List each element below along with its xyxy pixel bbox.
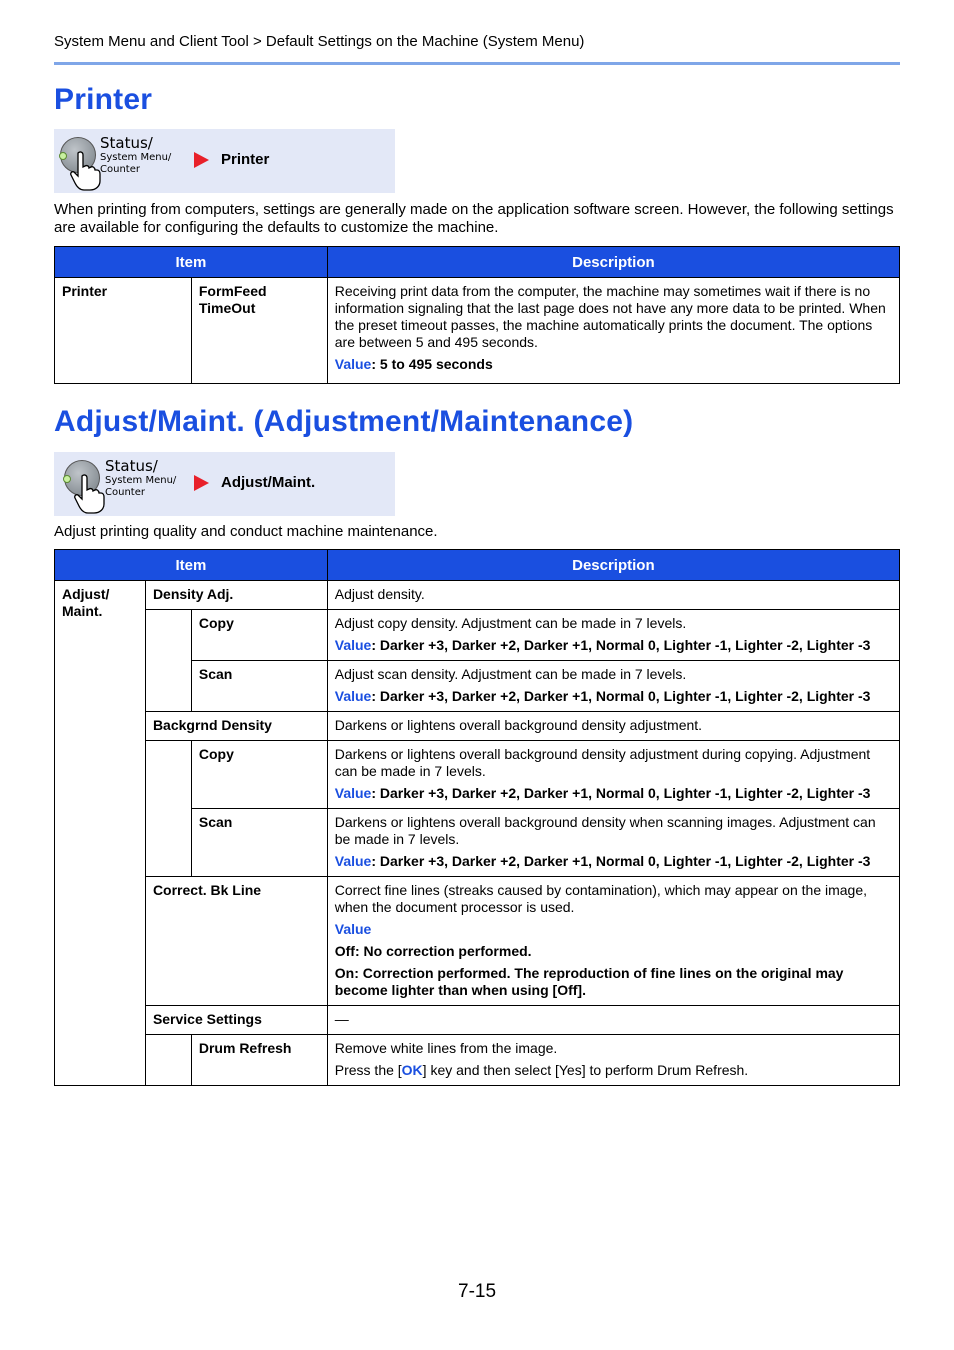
col-header-description: Description	[327, 247, 899, 278]
description-text: Adjust scan density. Adjustment can be made in 7 levels.	[334, 666, 687, 682]
value-label: Value	[334, 356, 372, 372]
indent-cell	[145, 610, 191, 712]
right-arrow-icon	[194, 152, 209, 168]
section-title-adjust-maint: Adjust/Maint. (Adjustment/Maintenance)	[54, 405, 634, 438]
item-drum-refresh: Drum Refresh	[191, 1035, 327, 1086]
table-row	[55, 581, 900, 610]
col-header-item: Item	[55, 550, 328, 581]
value-text: : Darker +3, Darker +2, Darker +1, Normal 0, Lighter -1, Lighter -2, Lighter -3	[371, 853, 871, 869]
indent-cell	[145, 1035, 191, 1086]
pointing-hand-icon	[68, 151, 102, 191]
section-title-printer: Printer	[54, 83, 153, 116]
description-cell	[327, 661, 899, 712]
value-label: Value	[334, 853, 372, 869]
col-header-description: Description	[327, 550, 899, 581]
table-row	[55, 278, 900, 384]
value-line	[335, 785, 892, 802]
indicator-led-icon	[63, 475, 71, 483]
item-printer: Printer	[55, 278, 192, 384]
description-cell	[327, 741, 899, 809]
pointing-hand-icon	[72, 474, 106, 514]
instruction-pre: Press the [	[334, 1062, 402, 1078]
nav-target-adjust-maint: Adjust/Maint.	[221, 474, 316, 491]
description-cell	[327, 809, 899, 877]
value-off-text: Off: No correction performed.	[334, 943, 532, 959]
item-density-adj: Density Adj.	[145, 581, 327, 610]
status-sub-label: System Menu/ Counter	[105, 475, 177, 498]
value-line	[335, 853, 892, 870]
right-arrow-icon	[194, 475, 209, 491]
item-service-settings: Service Settings	[145, 1006, 327, 1035]
description-text: —	[327, 1006, 899, 1035]
description-text: Darkens or lightens overall background density when scanning images. Adjustment can be made in 7 levels.	[334, 814, 876, 847]
status-sub-label: System Menu/ Counter	[100, 152, 172, 175]
table-row	[55, 877, 900, 1006]
adjust-maint-table	[54, 549, 900, 1086]
item-correct-bk-line: Correct. Bk Line	[145, 877, 327, 1006]
table-row	[55, 1006, 900, 1035]
indent-cell	[145, 741, 191, 877]
description-cell	[327, 1035, 899, 1086]
item-backgrnd-density: Backgrnd Density	[145, 712, 327, 741]
value-on-text: On: Correction performed. The reproduction of fine lines on the original may become lighter than when using [Off].	[334, 965, 844, 998]
indicator-led-icon	[59, 152, 67, 160]
table-row	[55, 1035, 900, 1086]
description-cell	[327, 610, 899, 661]
value-line	[335, 356, 892, 373]
status-label: Status/	[100, 134, 153, 152]
adjust-intro: Adjust printing quality and conduct machine maintenance.	[54, 523, 438, 540]
description-text: Darkens or lightens overall background density adjustment during copying. Adjustment can be made in 7 levels.	[334, 746, 871, 779]
value-line	[335, 688, 892, 705]
instruction-post: ] key and then select [Yes] to perform Drum Refresh.	[422, 1062, 749, 1078]
printer-intro: When printing from computers, settings are generally made on the application software screen. However, the following settings are available for configuring the defaults to customize the machine.	[54, 201, 894, 236]
drum-refresh-instruction	[335, 1062, 892, 1079]
value-label: Value	[334, 785, 372, 801]
description-text: Remove white lines from the image.	[334, 1040, 558, 1056]
header-rule	[54, 62, 900, 65]
table-row	[55, 712, 900, 741]
description-text: Adjust density.	[327, 581, 899, 610]
nav-target-printer: Printer	[221, 151, 270, 168]
nav-path-adjust-maint	[54, 452, 395, 516]
description-text: Adjust copy density. Adjustment can be made in 7 levels.	[334, 615, 687, 631]
value-label: Value	[334, 921, 372, 937]
item-scan: Scan	[191, 661, 327, 712]
table-row	[55, 741, 900, 809]
value-text: : 5 to 495 seconds	[371, 356, 493, 372]
col-header-item: Item	[55, 247, 328, 278]
description-text: Correct fine lines (streaks caused by contamination), which may appear on the image, when the document processor is used.	[334, 882, 868, 915]
description-text: Receiving print data from the computer, the machine may sometimes wait if there is no information signaling that the last page does not have any more data to be printed. When the preset timeout passes, the machine automatically prints the document. The options are between 5 and 495 seconds.	[334, 283, 886, 350]
value-label: Value	[334, 688, 372, 704]
table-row	[55, 610, 900, 661]
value-text: : Darker +3, Darker +2, Darker +1, Normal 0, Lighter -1, Lighter -2, Lighter -3	[371, 688, 871, 704]
value-label: Value	[334, 637, 372, 653]
description-text: Darkens or lightens overall background density adjustment.	[327, 712, 899, 741]
item-copy: Copy	[191, 610, 327, 661]
item-formfeed-timeout: FormFeed TimeOut	[191, 278, 327, 384]
item-group-adjust-maint: Adjust/ Maint.	[55, 581, 146, 1086]
value-text: : Darker +3, Darker +2, Darker +1, Normal 0, Lighter -1, Lighter -2, Lighter -3	[371, 785, 871, 801]
nav-path-printer	[54, 129, 395, 193]
page-number: 7-15	[458, 1281, 497, 1302]
description-cell	[327, 278, 899, 384]
breadcrumb: System Menu and Client Tool > Default Settings on the Machine (System Menu)	[54, 33, 585, 50]
printer-table	[54, 246, 900, 384]
item-scan: Scan	[191, 809, 327, 877]
item-copy: Copy	[191, 741, 327, 809]
value-text: : Darker +3, Darker +2, Darker +1, Normal 0, Lighter -1, Lighter -2, Lighter -3	[371, 637, 871, 653]
description-cell	[327, 877, 899, 1006]
ok-key-label: OK	[401, 1062, 423, 1078]
status-label: Status/	[105, 457, 158, 475]
value-line	[335, 637, 892, 654]
